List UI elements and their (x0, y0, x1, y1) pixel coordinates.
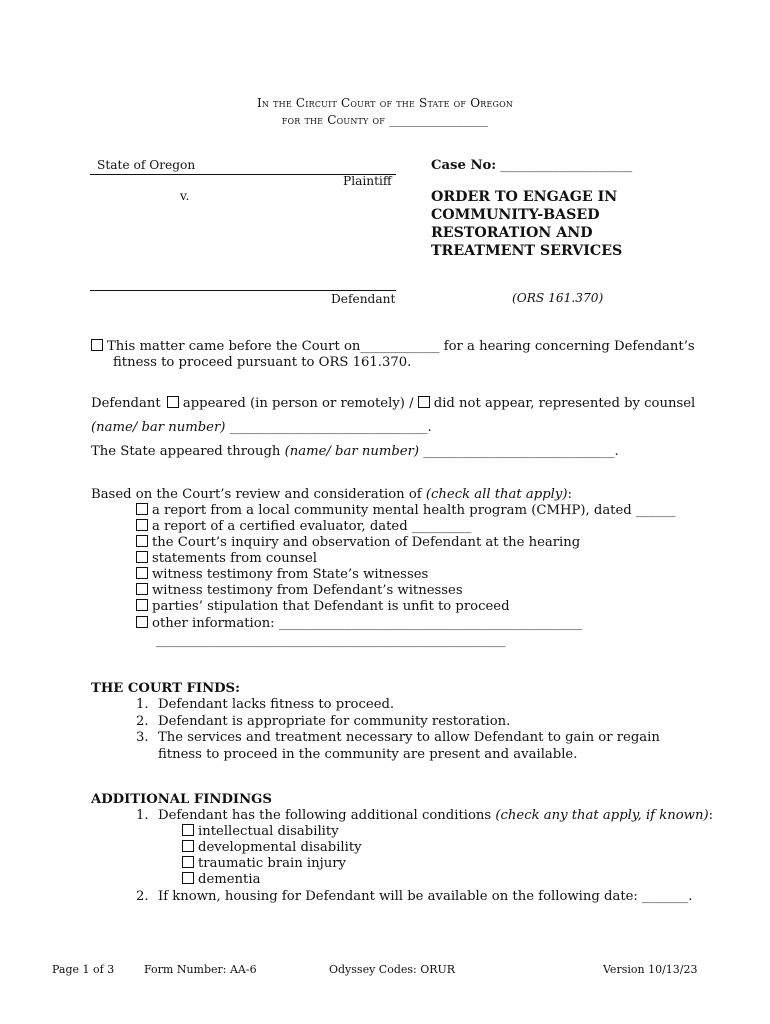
hearing-text-b: for a hearing concerning Defendant’s (439, 339, 695, 354)
review-item (136, 583, 463, 599)
state-label: The State appeared through (91, 444, 281, 459)
order-title: ORDER TO ENGAGE IN COMMUNITY-BASED RESTORATION AND TREATMENT SERVICES (431, 189, 623, 259)
case-number-blank[interactable]: ____________________ (500, 158, 633, 173)
hearing-date-blank[interactable]: ____________ (360, 339, 440, 354)
condition-checkbox-3[interactable] (182, 856, 194, 868)
item-number: 2. (136, 889, 149, 904)
review-item (136, 616, 582, 632)
plaintiff-label: Plaintiff (343, 174, 392, 188)
review-item-label: statements from counsel (152, 551, 318, 566)
hearing-line (91, 339, 695, 354)
review-checkbox-8[interactable] (136, 616, 148, 628)
review-item-label: witness testimony from Defendant’s witnesses (152, 583, 463, 598)
finding-text: The services and treatment necessary to allow Defendant to gain or regain fitness to proceed in the community are present and available. (158, 730, 660, 762)
condition-checkbox-2[interactable] (182, 840, 194, 852)
did-not-appear-label: did not appear, represented by counsel (433, 396, 696, 411)
counsel-blank[interactable]: ______________________________. (225, 420, 432, 435)
hearing-text-a: This matter came before the Court on (107, 339, 361, 354)
odyssey-codes: Odyssey Codes: ORUR (329, 963, 456, 976)
plaintiff-name: State of Oregon (97, 158, 196, 172)
review-item-label: witness testimony from State’s witnesses (152, 567, 429, 582)
did-not-appear-checkbox[interactable] (418, 396, 430, 408)
statute-reference: (ORS 161.370) (512, 291, 604, 305)
review-item-label: a report of a certified evaluator, dated _________ (152, 519, 472, 534)
finding-item: 3. The services and treatment necessary to allow Defendant to gain or regain fitness to proceed in the community are present and available. (136, 730, 660, 762)
review-intro-colon: : (567, 487, 572, 502)
form-number: Form Number: AA-6 (144, 963, 257, 976)
county-heading (0, 113, 770, 127)
additional-item-2 (136, 889, 692, 904)
counsel-line (91, 420, 432, 435)
hearing-line-2: fitness to proceed pursuant to ORS 161.370. (113, 355, 412, 370)
case-number-label: Case No: (431, 158, 497, 173)
condition-checkbox-4[interactable] (182, 872, 194, 884)
review-checkbox-5[interactable] (136, 567, 148, 579)
review-item (136, 535, 580, 551)
defendant-rule[interactable] (90, 290, 396, 291)
appeared-label: appeared (in person or remotely) / (182, 396, 414, 411)
additional-item-1-text: Defendant has the following additional conditions (158, 808, 496, 823)
review-item (136, 503, 675, 519)
condition-item (182, 824, 339, 840)
item-number: 1. (136, 808, 149, 823)
hearing-checkbox[interactable] (91, 339, 103, 351)
review-item-label: parties’ stipulation that Defendant is unfit to proceed (152, 599, 510, 614)
condition-label: developmental disability (198, 840, 362, 855)
condition-item (182, 856, 346, 872)
condition-label: traumatic brain injury (198, 856, 346, 871)
finding-item: 1. Defendant lacks fitness to proceed. (136, 697, 395, 712)
additional-findings-heading: ADDITIONAL FINDINGS (91, 792, 272, 807)
defendant-label: Defendant (331, 292, 396, 306)
finding-text: Defendant is appropriate for community restoration. (158, 713, 511, 729)
state-bar-label: (name/ bar number) (284, 444, 420, 459)
review-item-label: a report from a local community mental health program (CMHP), dated ______ (152, 503, 676, 518)
review-item (136, 519, 471, 535)
condition-checkbox-1[interactable] (182, 824, 194, 836)
additional-item-2-text: If known, housing for Defendant will be available on the following date: _______. (158, 889, 693, 904)
defendant-word: Defendant (91, 396, 161, 411)
case-number (431, 158, 632, 173)
review-intro-text: Based on the Court’s review and consideration of (91, 487, 426, 502)
condition-label: dementia (198, 872, 261, 887)
review-item (136, 551, 317, 567)
versus: v. (180, 189, 190, 203)
review-checkbox-7[interactable] (136, 599, 148, 611)
county-blank[interactable]: ________________ (389, 113, 489, 127)
state-line (91, 444, 619, 459)
other-info-continuation[interactable]: _____________________________________________________ (156, 633, 506, 648)
additional-item-1 (136, 808, 713, 823)
review-item (136, 567, 428, 583)
finding-item: 2. Defendant is appropriate for community restoration. (136, 713, 511, 729)
additional-item-1-colon: : (708, 808, 714, 823)
condition-label: intellectual disability (198, 824, 339, 839)
condition-item (182, 872, 260, 888)
counsel-label: (name/ bar number) (91, 420, 226, 435)
finding-text: Defendant lacks fitness to proceed. (158, 697, 395, 712)
state-blank[interactable]: _____________________________. (419, 444, 619, 459)
review-item-label: other information: ______________________________________________ (152, 616, 583, 631)
review-checkbox-3[interactable] (136, 535, 148, 547)
condition-item (182, 840, 362, 856)
version: Version 10/13/23 (603, 963, 698, 976)
review-checkbox-1[interactable] (136, 503, 148, 515)
page-number: Page 1 of 3 (52, 963, 115, 976)
review-item (136, 599, 510, 615)
court-heading: In the Circuit Court of the State of Oregon (256, 96, 514, 110)
additional-item-1-italic: (check any that apply, if known) (495, 808, 709, 823)
review-intro (91, 487, 572, 502)
appeared-checkbox[interactable] (167, 396, 179, 408)
defendant-appearance (91, 396, 695, 411)
review-intro-italic: (check all that apply) (425, 487, 568, 502)
court-finds-heading: THE COURT FINDS: (91, 681, 240, 696)
findings-list (136, 697, 676, 763)
review-checkbox-4[interactable] (136, 551, 148, 563)
review-item-label: the Court’s inquiry and observation of Defendant at the hearing (152, 535, 581, 550)
review-checkbox-6[interactable] (136, 583, 148, 595)
county-label: for the County of (281, 113, 386, 127)
review-checkbox-2[interactable] (136, 519, 148, 531)
